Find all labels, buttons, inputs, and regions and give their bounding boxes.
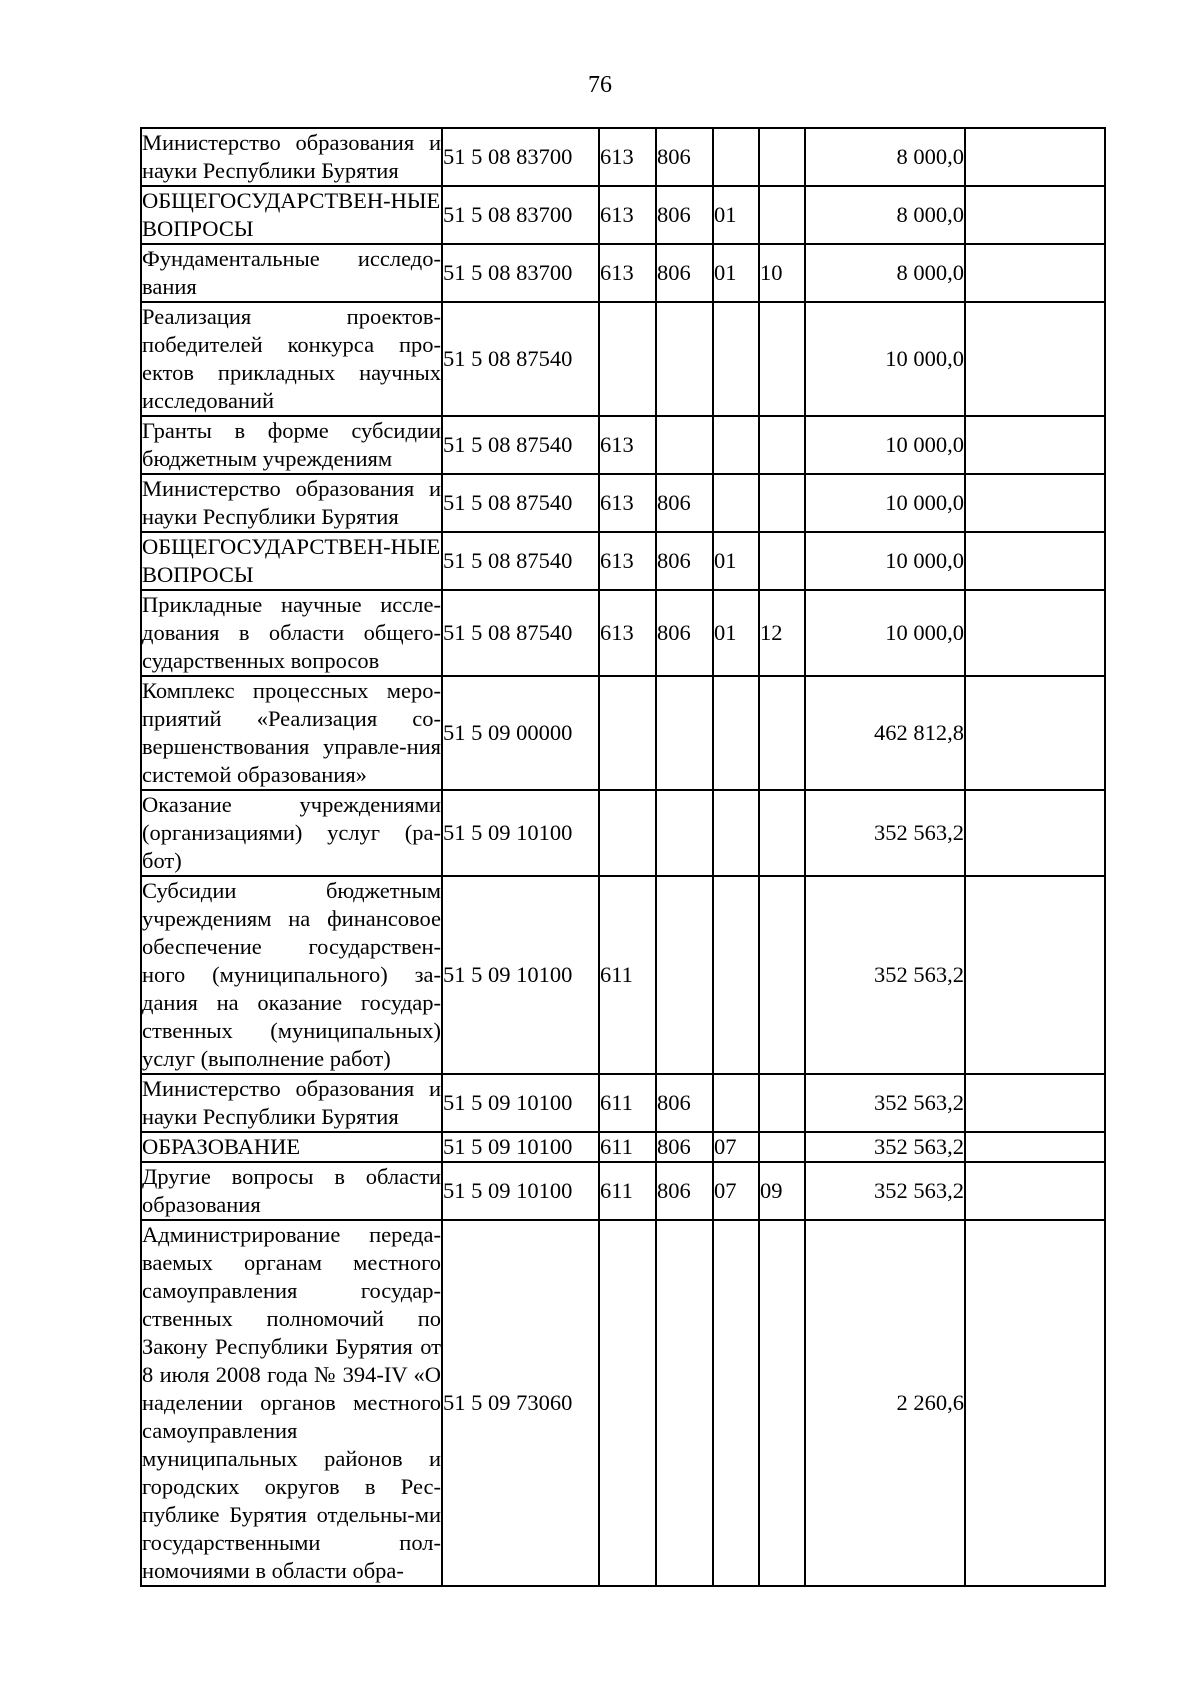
row-pr-cell (759, 416, 805, 474)
row-rz-cell: 01 (713, 532, 759, 590)
row-code-cell: 51 5 08 83700 (442, 186, 599, 244)
row-pr-cell (759, 532, 805, 590)
row-name-cell: Субсидии бюджетным учреждениям на финансовое обеспечение государствен-ного (муниципального) за-дания на оказание государ-ственных (муниципальных) услуг (выполнение работ) (141, 876, 442, 1074)
row-extra-cell (965, 244, 1105, 302)
table-row (141, 590, 1105, 676)
row-grbs-cell: 806 (656, 1162, 713, 1220)
row-sum-cell: 352 563,2 (805, 876, 965, 1074)
row-code-cell: 51 5 09 10100 (442, 790, 599, 876)
row-sum-cell: 2 260,6 (805, 1220, 965, 1586)
row-name-cell: Другие вопросы в области образования (141, 1162, 442, 1220)
row-vr-cell: 611 (599, 1132, 656, 1162)
row-grbs-cell: 806 (656, 474, 713, 532)
row-extra-cell (965, 1074, 1105, 1132)
row-rz-cell (713, 876, 759, 1074)
row-name-cell: Реализация проектов-победителей конкурса про-ектов прикладных научных исследований (141, 302, 442, 416)
row-sum-cell: 10 000,0 (805, 302, 965, 416)
table-row (141, 532, 1105, 590)
table-row (141, 474, 1105, 532)
row-extra-cell (965, 876, 1105, 1074)
row-code-cell: 51 5 09 73060 (442, 1220, 599, 1586)
row-extra-cell (965, 790, 1105, 876)
table-row (141, 186, 1105, 244)
table-row (141, 416, 1105, 474)
row-extra-cell (965, 590, 1105, 676)
row-code-cell: 51 5 08 83700 (442, 128, 599, 186)
row-code-cell: 51 5 09 10100 (442, 1074, 599, 1132)
row-rz-cell (713, 128, 759, 186)
row-grbs-cell: 806 (656, 1074, 713, 1132)
row-pr-cell (759, 790, 805, 876)
table-row (141, 1132, 1105, 1162)
table-row (141, 1074, 1105, 1132)
row-name-cell: Прикладные научные иссле-дования в области общего-сударственных вопросов (141, 590, 442, 676)
row-rz-cell (713, 416, 759, 474)
row-rz-cell (713, 676, 759, 790)
row-pr-cell (759, 302, 805, 416)
row-code-cell: 51 5 09 10100 (442, 1162, 599, 1220)
row-rz-cell: 07 (713, 1162, 759, 1220)
row-vr-cell (599, 790, 656, 876)
row-grbs-cell: 806 (656, 590, 713, 676)
row-vr-cell: 613 (599, 128, 656, 186)
budget-table-body (141, 128, 1105, 1586)
row-sum-cell: 352 563,2 (805, 1162, 965, 1220)
row-pr-cell: 12 (759, 590, 805, 676)
row-rz-cell: 07 (713, 1132, 759, 1162)
row-vr-cell: 611 (599, 1162, 656, 1220)
table-row (141, 128, 1105, 186)
row-grbs-cell: 806 (656, 1132, 713, 1162)
row-pr-cell (759, 186, 805, 244)
row-extra-cell (965, 128, 1105, 186)
row-grbs-cell (656, 676, 713, 790)
table-row (141, 876, 1105, 1074)
row-grbs-cell (656, 302, 713, 416)
table-row (141, 676, 1105, 790)
row-grbs-cell (656, 876, 713, 1074)
row-grbs-cell (656, 416, 713, 474)
row-rz-cell (713, 474, 759, 532)
row-extra-cell (965, 1132, 1105, 1162)
row-extra-cell (965, 474, 1105, 532)
row-grbs-cell: 806 (656, 532, 713, 590)
row-pr-cell (759, 676, 805, 790)
row-vr-cell: 613 (599, 186, 656, 244)
row-grbs-cell (656, 790, 713, 876)
row-sum-cell: 352 563,2 (805, 1074, 965, 1132)
row-name-cell: Комплекс процессных меро-приятий «Реализация со-вершенствования управле-ния системой образования» (141, 676, 442, 790)
row-rz-cell (713, 302, 759, 416)
row-pr-cell (759, 1220, 805, 1586)
row-sum-cell: 352 563,2 (805, 1132, 965, 1162)
row-vr-cell: 613 (599, 590, 656, 676)
row-grbs-cell: 806 (656, 244, 713, 302)
row-name-cell: Фундаментальные исследо-вания (141, 244, 442, 302)
row-name-cell: Администрирование переда-ваемых органам местного самоуправления государ-ственных полномочий по Закону Республики Бурятия от 8 июля 2008 года № 394-IV «О наделении органов местного самоуправления муниципальных районов и городских округов в Рес-публике Бурятия отдельны-ми государственными пол-номочиями в области обра- (141, 1220, 442, 1586)
row-sum-cell: 10 000,0 (805, 590, 965, 676)
row-code-cell: 51 5 08 87540 (442, 474, 599, 532)
table-row (141, 302, 1105, 416)
row-name-cell: Оказание учреждениями (организациями) услуг (ра-бот) (141, 790, 442, 876)
table-row (141, 790, 1105, 876)
row-sum-cell: 10 000,0 (805, 474, 965, 532)
row-code-cell: 51 5 08 83700 (442, 244, 599, 302)
row-code-cell: 51 5 08 87540 (442, 302, 599, 416)
row-pr-cell: 09 (759, 1162, 805, 1220)
budget-table (140, 127, 1106, 1587)
row-pr-cell (759, 1074, 805, 1132)
row-code-cell: 51 5 09 10100 (442, 1132, 599, 1162)
row-name-cell: Гранты в форме субсидии бюджетным учреждениям (141, 416, 442, 474)
row-grbs-cell: 806 (656, 128, 713, 186)
row-extra-cell (965, 416, 1105, 474)
row-name-cell: Министерство образования и науки Республики Бурятия (141, 1074, 442, 1132)
table-row (141, 1220, 1105, 1586)
row-name-cell: Министерство образования и науки Республики Бурятия (141, 474, 442, 532)
row-sum-cell: 8 000,0 (805, 244, 965, 302)
row-name-cell: Министерство образования и науки Республики Бурятия (141, 128, 442, 186)
row-pr-cell (759, 128, 805, 186)
row-pr-cell (759, 876, 805, 1074)
row-rz-cell: 01 (713, 590, 759, 676)
row-name-cell: ОБЩЕГОСУДАРСТВЕН-НЫЕ ВОПРОСЫ (141, 532, 442, 590)
row-rz-cell (713, 1074, 759, 1132)
row-code-cell: 51 5 09 00000 (442, 676, 599, 790)
row-extra-cell (965, 532, 1105, 590)
row-rz-cell: 01 (713, 244, 759, 302)
row-code-cell: 51 5 08 87540 (442, 416, 599, 474)
row-pr-cell (759, 1132, 805, 1162)
row-vr-cell (599, 1220, 656, 1586)
row-sum-cell: 462 812,8 (805, 676, 965, 790)
row-sum-cell: 352 563,2 (805, 790, 965, 876)
row-vr-cell (599, 676, 656, 790)
row-vr-cell: 613 (599, 474, 656, 532)
row-vr-cell: 611 (599, 876, 656, 1074)
row-extra-cell (965, 186, 1105, 244)
row-name-cell: ОБЩЕГОСУДАРСТВЕН-НЫЕ ВОПРОСЫ (141, 186, 442, 244)
row-vr-cell (599, 302, 656, 416)
table-row (141, 1162, 1105, 1220)
row-name-cell: ОБРАЗОВАНИЕ (141, 1132, 442, 1162)
row-vr-cell: 611 (599, 1074, 656, 1132)
row-sum-cell: 8 000,0 (805, 186, 965, 244)
row-code-cell: 51 5 09 10100 (442, 876, 599, 1074)
row-extra-cell (965, 676, 1105, 790)
row-sum-cell: 10 000,0 (805, 416, 965, 474)
row-vr-cell: 613 (599, 532, 656, 590)
page-number: 76 (588, 72, 612, 98)
row-rz-cell: 01 (713, 186, 759, 244)
row-code-cell: 51 5 08 87540 (442, 532, 599, 590)
row-grbs-cell: 806 (656, 186, 713, 244)
row-extra-cell (965, 1162, 1105, 1220)
row-rz-cell (713, 790, 759, 876)
row-vr-cell: 613 (599, 416, 656, 474)
row-sum-cell: 10 000,0 (805, 532, 965, 590)
row-code-cell: 51 5 08 87540 (442, 590, 599, 676)
table-row (141, 244, 1105, 302)
row-extra-cell (965, 302, 1105, 416)
row-sum-cell: 8 000,0 (805, 128, 965, 186)
row-pr-cell: 10 (759, 244, 805, 302)
row-vr-cell: 613 (599, 244, 656, 302)
row-rz-cell (713, 1220, 759, 1586)
row-extra-cell (965, 1220, 1105, 1586)
row-pr-cell (759, 474, 805, 532)
row-grbs-cell (656, 1220, 713, 1586)
